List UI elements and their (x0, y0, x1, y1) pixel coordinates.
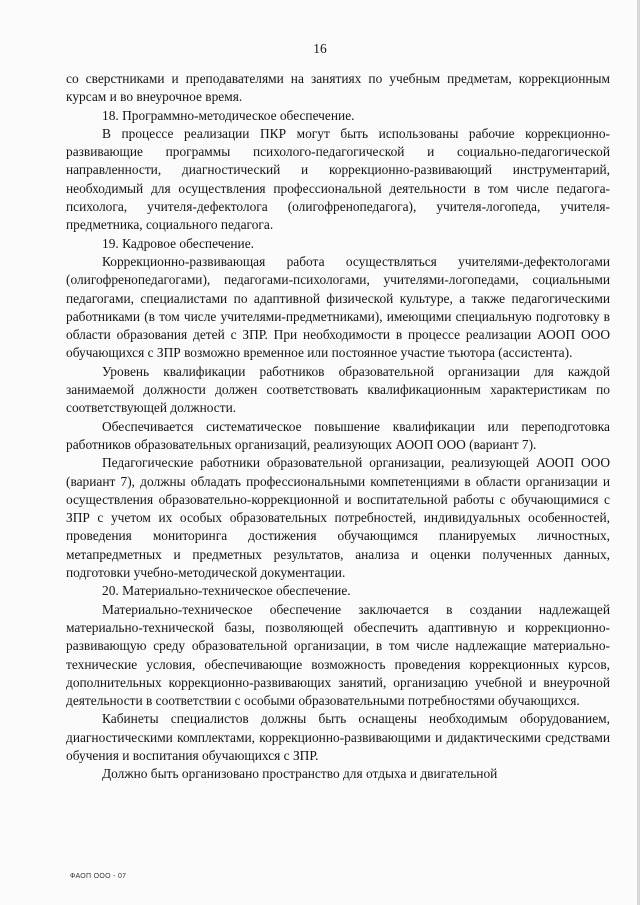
paragraph-cabinets: Кабинеты специалистов должны быть оснащены необходимым оборудованием, диагностическими комплектами, коррекционно-развивающими и дидактическими средствами обучения и воспитания обучающихся с ЗПР. (66, 711, 610, 763)
paragraph-programs: В процессе реализации ПКР могут быть использованы рабочие коррекционно-развивающие программы психолого-педагогической и социально-педагогической направленности, диагностический и коррекционно-развивающий инструментарий, необходимый для осуществления профессиональной деятельности в том числе педагога-психолога, учителя-дефектолога (олигофренопедагога), учителя-логопеда, учителя-предметника, социального педагога. (66, 125, 610, 233)
footer-document-code: ФАОП ООО - 07 (70, 873, 127, 880)
paragraph-staff: Коррекционно-развивающая работа осуществляться учителями-дефектологами (олигофренопедагогами), педагогами-психологами, учителями-логопедами, социальными педагогами, специалистами по адаптивной физической культуре, а также педагогическими работниками (в том числе учителями-предметниками), имеющими специальную подготовку в области образования детей с ЗПР. При необходимости в процессе реализации АООП ООО обучающихся с ЗПР возможно временное или постоянное участие тьютора (ассистента). (66, 253, 610, 361)
paragraph-training: Обеспечивается систематическое повышение квалификации или переподготовка работников образовательных организаций, реализующих АООП ООО (вариант 7). (66, 418, 610, 452)
page-number: 16 (313, 41, 327, 56)
document-body (66, 70, 610, 784)
paragraph-competencies: Педагогические работники образовательной организации, реализующей АООП ООО (вариант 7), должны обладать профессиональными компетенциями в области организации и осуществления образовательно-коррекционной и воспитательной работы с обучающимися с ЗПР с учетом их особых образовательных потребностей, индивидуальных особенностей, проведения мониторинга достижения обучающимся планируемых личностных, метапредметных и предметных результатов, анализа и оценки полученных данных, подготовки учебно-методической документации. (66, 455, 610, 581)
paragraph-material-base: Материально-техническое обеспечение заключается в создании надлежащей материально-технической базы, позволяющей обеспечить адаптивную и коррекционно-развивающую среду образовательной организации, в том числе надлежащие материально-технические условия, обеспечивающие возможность проведения коррекционных курсов, дополнительных коррекционно-развивающих занятий, организацию учебной и внеурочной деятельности в соответствии с особыми образовательными потребностями обучающихся. (66, 601, 610, 709)
section-heading-19: 19. Кадровое обеспечение. (102, 235, 254, 251)
paragraph-qualification: Уровень квалификации работников образовательной организации для каждой занимаемой должности должен соответствовать квалификационным характеристикам по соответствующей должности. (66, 363, 610, 416)
section-heading-18: 18. Программно-методическое обеспечение. (102, 107, 355, 123)
paragraph-space: Должно быть организовано пространство для отдыха и двигательной (102, 766, 498, 782)
paragraph-continuation: со сверстниками и преподавателями на занятиях по учебным предметам, коррекционным курсам и во внеурочное время. (66, 71, 610, 105)
section-heading-20: 20. Материально-техническое обеспечение. (102, 583, 351, 599)
